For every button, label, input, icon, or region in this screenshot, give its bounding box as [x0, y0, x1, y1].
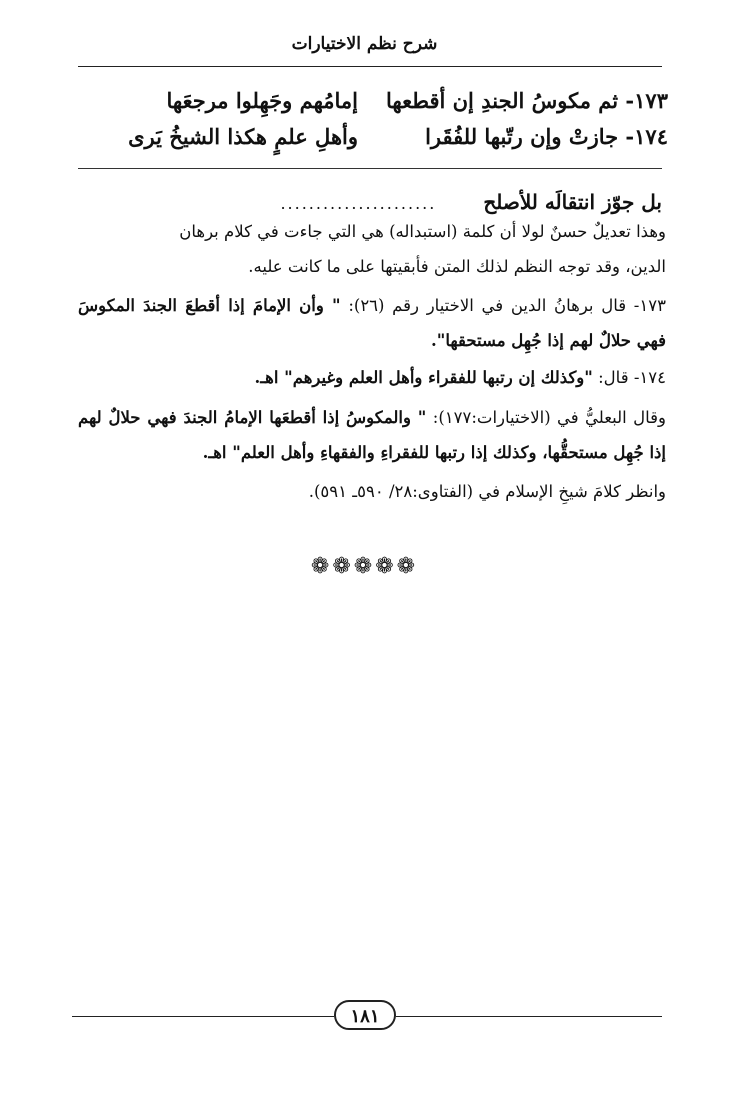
quote-173-intro: ١٧٣- قال برهانُ الدين في الاختيار رقم (٢٦):	[340, 296, 666, 315]
amended-hemistich-text: بل جوّز انتقالَه للأصلح	[483, 190, 662, 214]
commentary-line-2: الدين، وقد توجه النظم لذلك المتن فأبقيتها على ما كانت عليه.	[248, 257, 666, 276]
reference-paragraph	[78, 474, 666, 509]
amended-hemistich	[150, 190, 662, 214]
baali-quote: " والمكوسُ إذا أقطعَها الإمامُ الجندَ فهي حلالٌ لهم إذا جُهِل مستحقُّها، وكذلك إذا رتبها للفقراءِ والفقهاءِ وأهل العلم" اهـ.	[78, 408, 666, 462]
page-number: ١٨١	[334, 1000, 396, 1030]
fatawa-reference: وانظر كلامَ شيخِ الإسلام في (الفتاوى:٢٨/ ٥٩٠ـ ٥٩١).	[308, 482, 666, 501]
verses-rule	[78, 168, 662, 169]
quote-paragraph-174	[78, 360, 666, 395]
verse-174	[78, 124, 668, 158]
verse-173	[78, 88, 668, 122]
quote-174-intro: ١٧٤- قال:	[592, 368, 666, 387]
verse-173-second-hemistich: إمامُهم وجَهِلوا مرجعَها	[166, 88, 358, 113]
commentary-paragraph-1	[78, 214, 666, 284]
baali-intro: وقال البعليُّ في (الاختيارات:١٧٧):	[426, 408, 667, 427]
quote-paragraph-baali	[78, 400, 666, 470]
header-rule	[78, 66, 662, 67]
footer-rule-right	[396, 1016, 662, 1017]
verse-174-second-hemistich: وأهلِ علمٍ هكذا الشيخُ يَرى	[128, 124, 358, 149]
commentary-line-1: وهذا تعديلٌ حسنٌ لولا أن كلمة (استبداله) هي التي جاءت في كلام برهان	[179, 222, 666, 241]
verse-173-first-hemistich: ١٧٣- ثم مكوسُ الجندِ إن أقطعها	[386, 88, 668, 113]
hemistich-dots: ......................	[280, 194, 437, 213]
quote-paragraph-173	[78, 288, 666, 358]
running-header-title: شرح نظم الاختيارات	[291, 34, 438, 54]
quote-174-text: "وكذلك إن رتبها للفقراء وأهل العلم وغيرهم" اهـ.	[254, 368, 593, 387]
footer-rule-left	[72, 1016, 334, 1017]
quote-173-text: " وأن الإمامَ إذا أقطعَ الجندَ المكوسَ فهي حلالٌ لهم إذا جُهِل مستحقها".	[78, 296, 666, 350]
verse-174-first-hemistich: ١٧٤- جازتْ وإن رتّبها للفُقَرا	[425, 124, 668, 149]
section-end-ornaments: ❁❁❁❁❁	[310, 554, 419, 579]
